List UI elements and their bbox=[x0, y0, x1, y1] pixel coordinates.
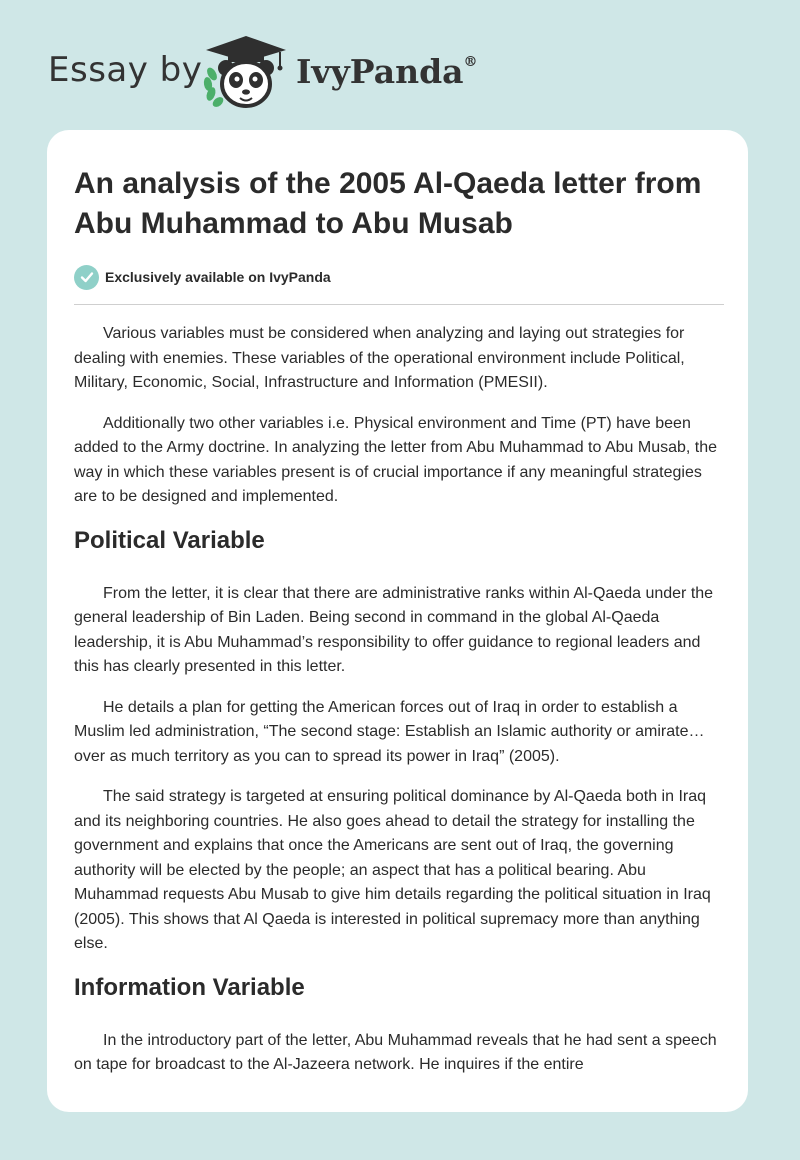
exclusive-label: Exclusively available on IvyPanda bbox=[105, 269, 331, 285]
essay-card bbox=[47, 130, 748, 1112]
brand-name[interactable]: IvyPanda® bbox=[296, 52, 478, 91]
section-heading: Information Variable bbox=[74, 973, 305, 1001]
essay-by-label: Essay by bbox=[48, 50, 203, 90]
paragraph: He details a plan for getting the American forces out of Iraq in order to establish a Muslim led administration, “The second stage: Establish an Islamic authority or amirate…over as much territory as you can to spread its power in Iraq” (2005). bbox=[74, 698, 705, 765]
section-heading: Political Variable bbox=[74, 526, 265, 554]
divider bbox=[74, 304, 724, 305]
trademark-mark: ® bbox=[463, 54, 478, 70]
exclusive-badge bbox=[74, 264, 724, 290]
essay-title: An analysis of the 2005 Al-Qaeda letter from Abu Muhammad to Abu Musab bbox=[74, 167, 702, 240]
paragraph: The said strategy is targeted at ensuring political dominance by Al-Qaeda both in Iraq and its neighboring countries. He also goes ahead to detail the strategy for installing the government and explains that once the Americans are sent out of Iraq, the governing authority will be elected by the people; an aspect that has a political bearing. Abu Muhammad requests Abu Musab to give him details regarding the political situation in Iraq (2005). This shows that Al Qaeda is interested in political supremacy more than anything else. bbox=[74, 788, 711, 952]
site-header bbox=[0, 0, 800, 130]
paragraph: In the introductory part of the letter, Abu Muhammad reveals that he had sent a speech on tape for broadcast to the Al-Jazeera network. He inquires if the entire bbox=[74, 1031, 717, 1073]
essay-body bbox=[74, 322, 724, 1078]
paragraph: Additionally two other variables i.e. Physical environment and Time (PT) have been added to the Army doctrine. In analyzing the letter from Abu Muhammad to Abu Musab, the way in which these variables present is of crucial importance if any meaningful strategies are to be designed and implemented. bbox=[74, 414, 718, 505]
paragraph: From the letter, it is clear that there are administrative ranks within Al-Qaeda under the general leadership of Bin Laden. Being second in command in the global Al-Qaeda leadership, it is Abu Muhammad’s responsibility to offer guidance to regional leaders and this has clearly presented in this letter. bbox=[74, 584, 714, 675]
panda-logo-icon[interactable] bbox=[200, 32, 292, 110]
checkmark-icon bbox=[74, 265, 99, 290]
paragraph: Various variables must be considered when analyzing and laying out strategies for dealing with enemies. These variables of the operational environment include Political, Military, Economic, Social, Infrastructure and Information (PMESII). bbox=[74, 325, 685, 391]
